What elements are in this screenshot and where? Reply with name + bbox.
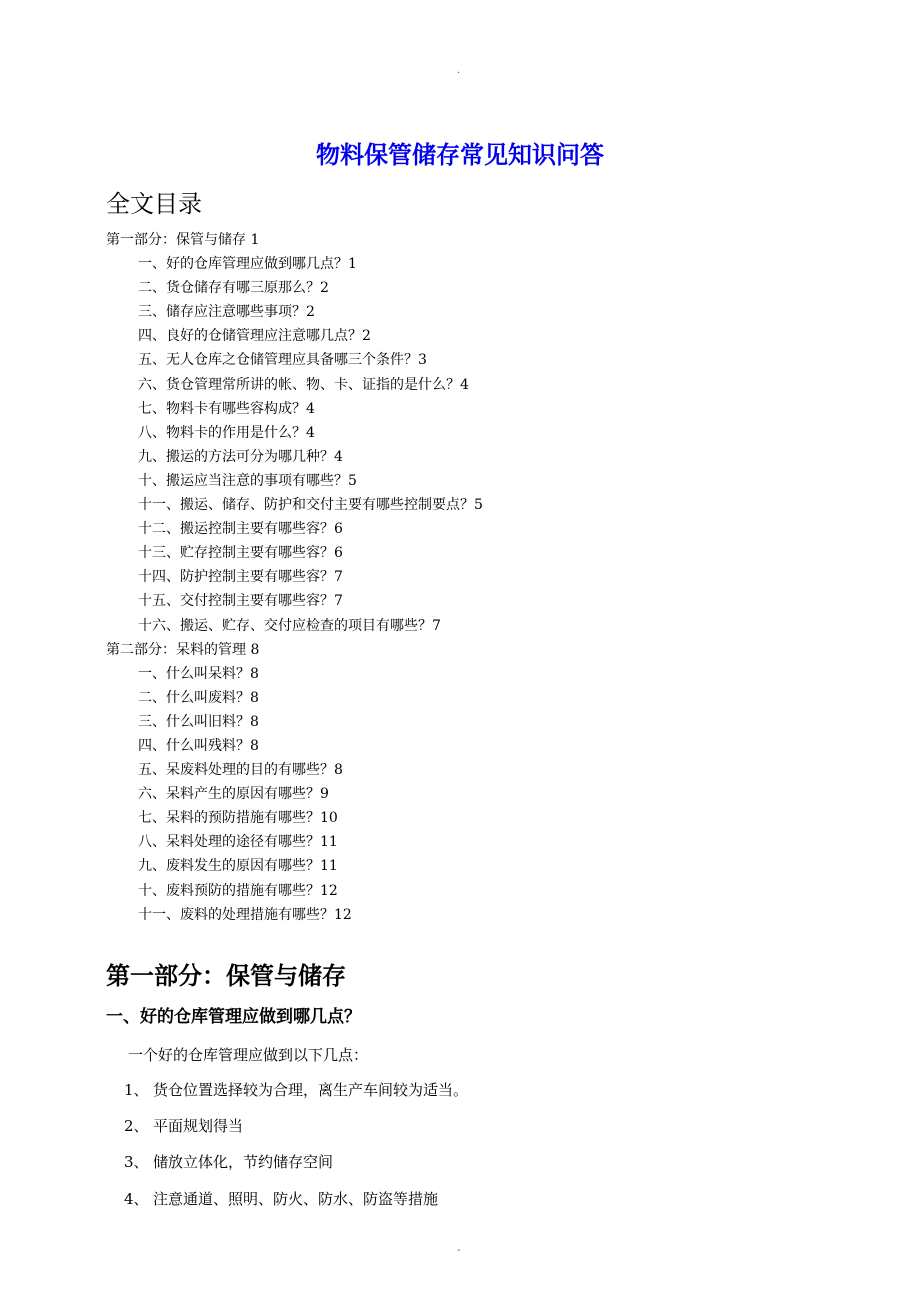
toc-entry[interactable]: 十三、贮存控制主要有哪些容？6 bbox=[138, 545, 343, 562]
header-dot: . bbox=[457, 65, 461, 76]
toc-entry[interactable]: 七、呆料的预防措施有哪些？10 bbox=[138, 810, 338, 827]
toc-entry[interactable]: 四、良好的仓储管理应注意哪几点？2 bbox=[138, 328, 371, 345]
toc-entry[interactable]: 九、搬运的方法可分为哪几种？4 bbox=[138, 448, 343, 465]
toc-entry[interactable]: 十、废料预防的措施有哪些？12 bbox=[138, 882, 338, 899]
toc-entry[interactable]: 三、什么叫旧料？8 bbox=[138, 713, 259, 730]
table-of-contents bbox=[106, 228, 483, 927]
list-item bbox=[124, 1150, 333, 1174]
toc-entry[interactable]: 十六、搬运、贮存、交付应检查的项目有哪些？7 bbox=[138, 617, 441, 634]
list-item-number: 3、 bbox=[124, 1153, 149, 1171]
toc-heading: 全文目录 bbox=[106, 190, 202, 218]
toc-entry[interactable]: 八、呆料处理的途径有哪些？11 bbox=[138, 834, 338, 851]
toc-entry[interactable]: 二、什么叫废料？8 bbox=[138, 689, 259, 706]
toc-part-entry[interactable]: 第二部分：呆料的管理 8 bbox=[106, 641, 260, 658]
list-item-text: 储放立体化，节约储存空间 bbox=[153, 1153, 334, 1171]
toc-entry[interactable]: 四、什么叫残料？8 bbox=[138, 737, 259, 754]
toc-entry[interactable]: 五、呆废料处理的目的有哪些？8 bbox=[138, 762, 343, 779]
list-item-number: 1、 bbox=[124, 1081, 149, 1099]
toc-entry[interactable]: 三、储存应注意哪些事项？2 bbox=[138, 304, 315, 321]
toc-entry[interactable]: 五、无人仓库之仓储管理应具备哪三个条件？3 bbox=[138, 352, 427, 369]
toc-entry[interactable]: 二、货仓储存有哪三原那么？2 bbox=[138, 280, 329, 297]
toc-entry[interactable]: 十一、废料的处理措施有哪些？12 bbox=[138, 906, 352, 923]
q1-intro: 一个好的仓库管理应做到以下几点： bbox=[128, 1046, 369, 1064]
toc-entry[interactable]: 九、废料发生的原因有哪些？11 bbox=[138, 858, 338, 875]
toc-entry[interactable]: 十二、搬运控制主要有哪些容？6 bbox=[138, 521, 343, 538]
toc-part-entry[interactable]: 第一部分：保管与储存 1 bbox=[106, 232, 260, 248]
list-item bbox=[124, 1078, 468, 1102]
toc-entry[interactable]: 一、好的仓库管理应做到哪几点？1 bbox=[138, 256, 357, 273]
list-item-text: 平面规划得当 bbox=[153, 1117, 244, 1135]
list-item-text: 货仓位置选择较为合理，离生产车间较为适当。 bbox=[153, 1081, 469, 1099]
toc-entry[interactable]: 八、物料卡的作用是什么？4 bbox=[138, 424, 315, 441]
toc-entry[interactable]: 十四、防护控制主要有哪些容？7 bbox=[138, 569, 343, 586]
toc-entry[interactable]: 十、搬运应当注意的事项有哪些？5 bbox=[138, 472, 357, 489]
list-item-text: 注意通道、照明、防火、防水、防盗等措施 bbox=[153, 1190, 439, 1208]
toc-entry[interactable]: 六、货仓管理常所讲的帐、物、卡、证指的是什么？4 bbox=[138, 376, 469, 393]
part1-heading: 第一部分：保管与储存 bbox=[106, 962, 346, 990]
list-item bbox=[124, 1187, 438, 1211]
list-item-number: 2、 bbox=[124, 1117, 149, 1135]
document-title: 物料保管储存常见知识问答 bbox=[316, 141, 604, 169]
list-item-number: 4、 bbox=[124, 1190, 149, 1208]
toc-entry[interactable]: 一、什么叫呆料？8 bbox=[138, 665, 259, 682]
footer-dot: - bbox=[457, 1245, 461, 1256]
q1-heading: 一、好的仓库管理应做到哪几点？ bbox=[106, 1007, 361, 1027]
toc-entry[interactable]: 十五、交付控制主要有哪些容？7 bbox=[138, 593, 343, 610]
toc-entry[interactable]: 六、呆料产生的原因有哪些？9 bbox=[138, 786, 329, 803]
list-item bbox=[124, 1114, 243, 1138]
toc-entry[interactable]: 十一、搬运、储存、防护和交付主要有哪些控制要点？5 bbox=[138, 497, 483, 514]
toc-entry[interactable]: 七、物料卡有哪些容构成？4 bbox=[138, 400, 315, 417]
